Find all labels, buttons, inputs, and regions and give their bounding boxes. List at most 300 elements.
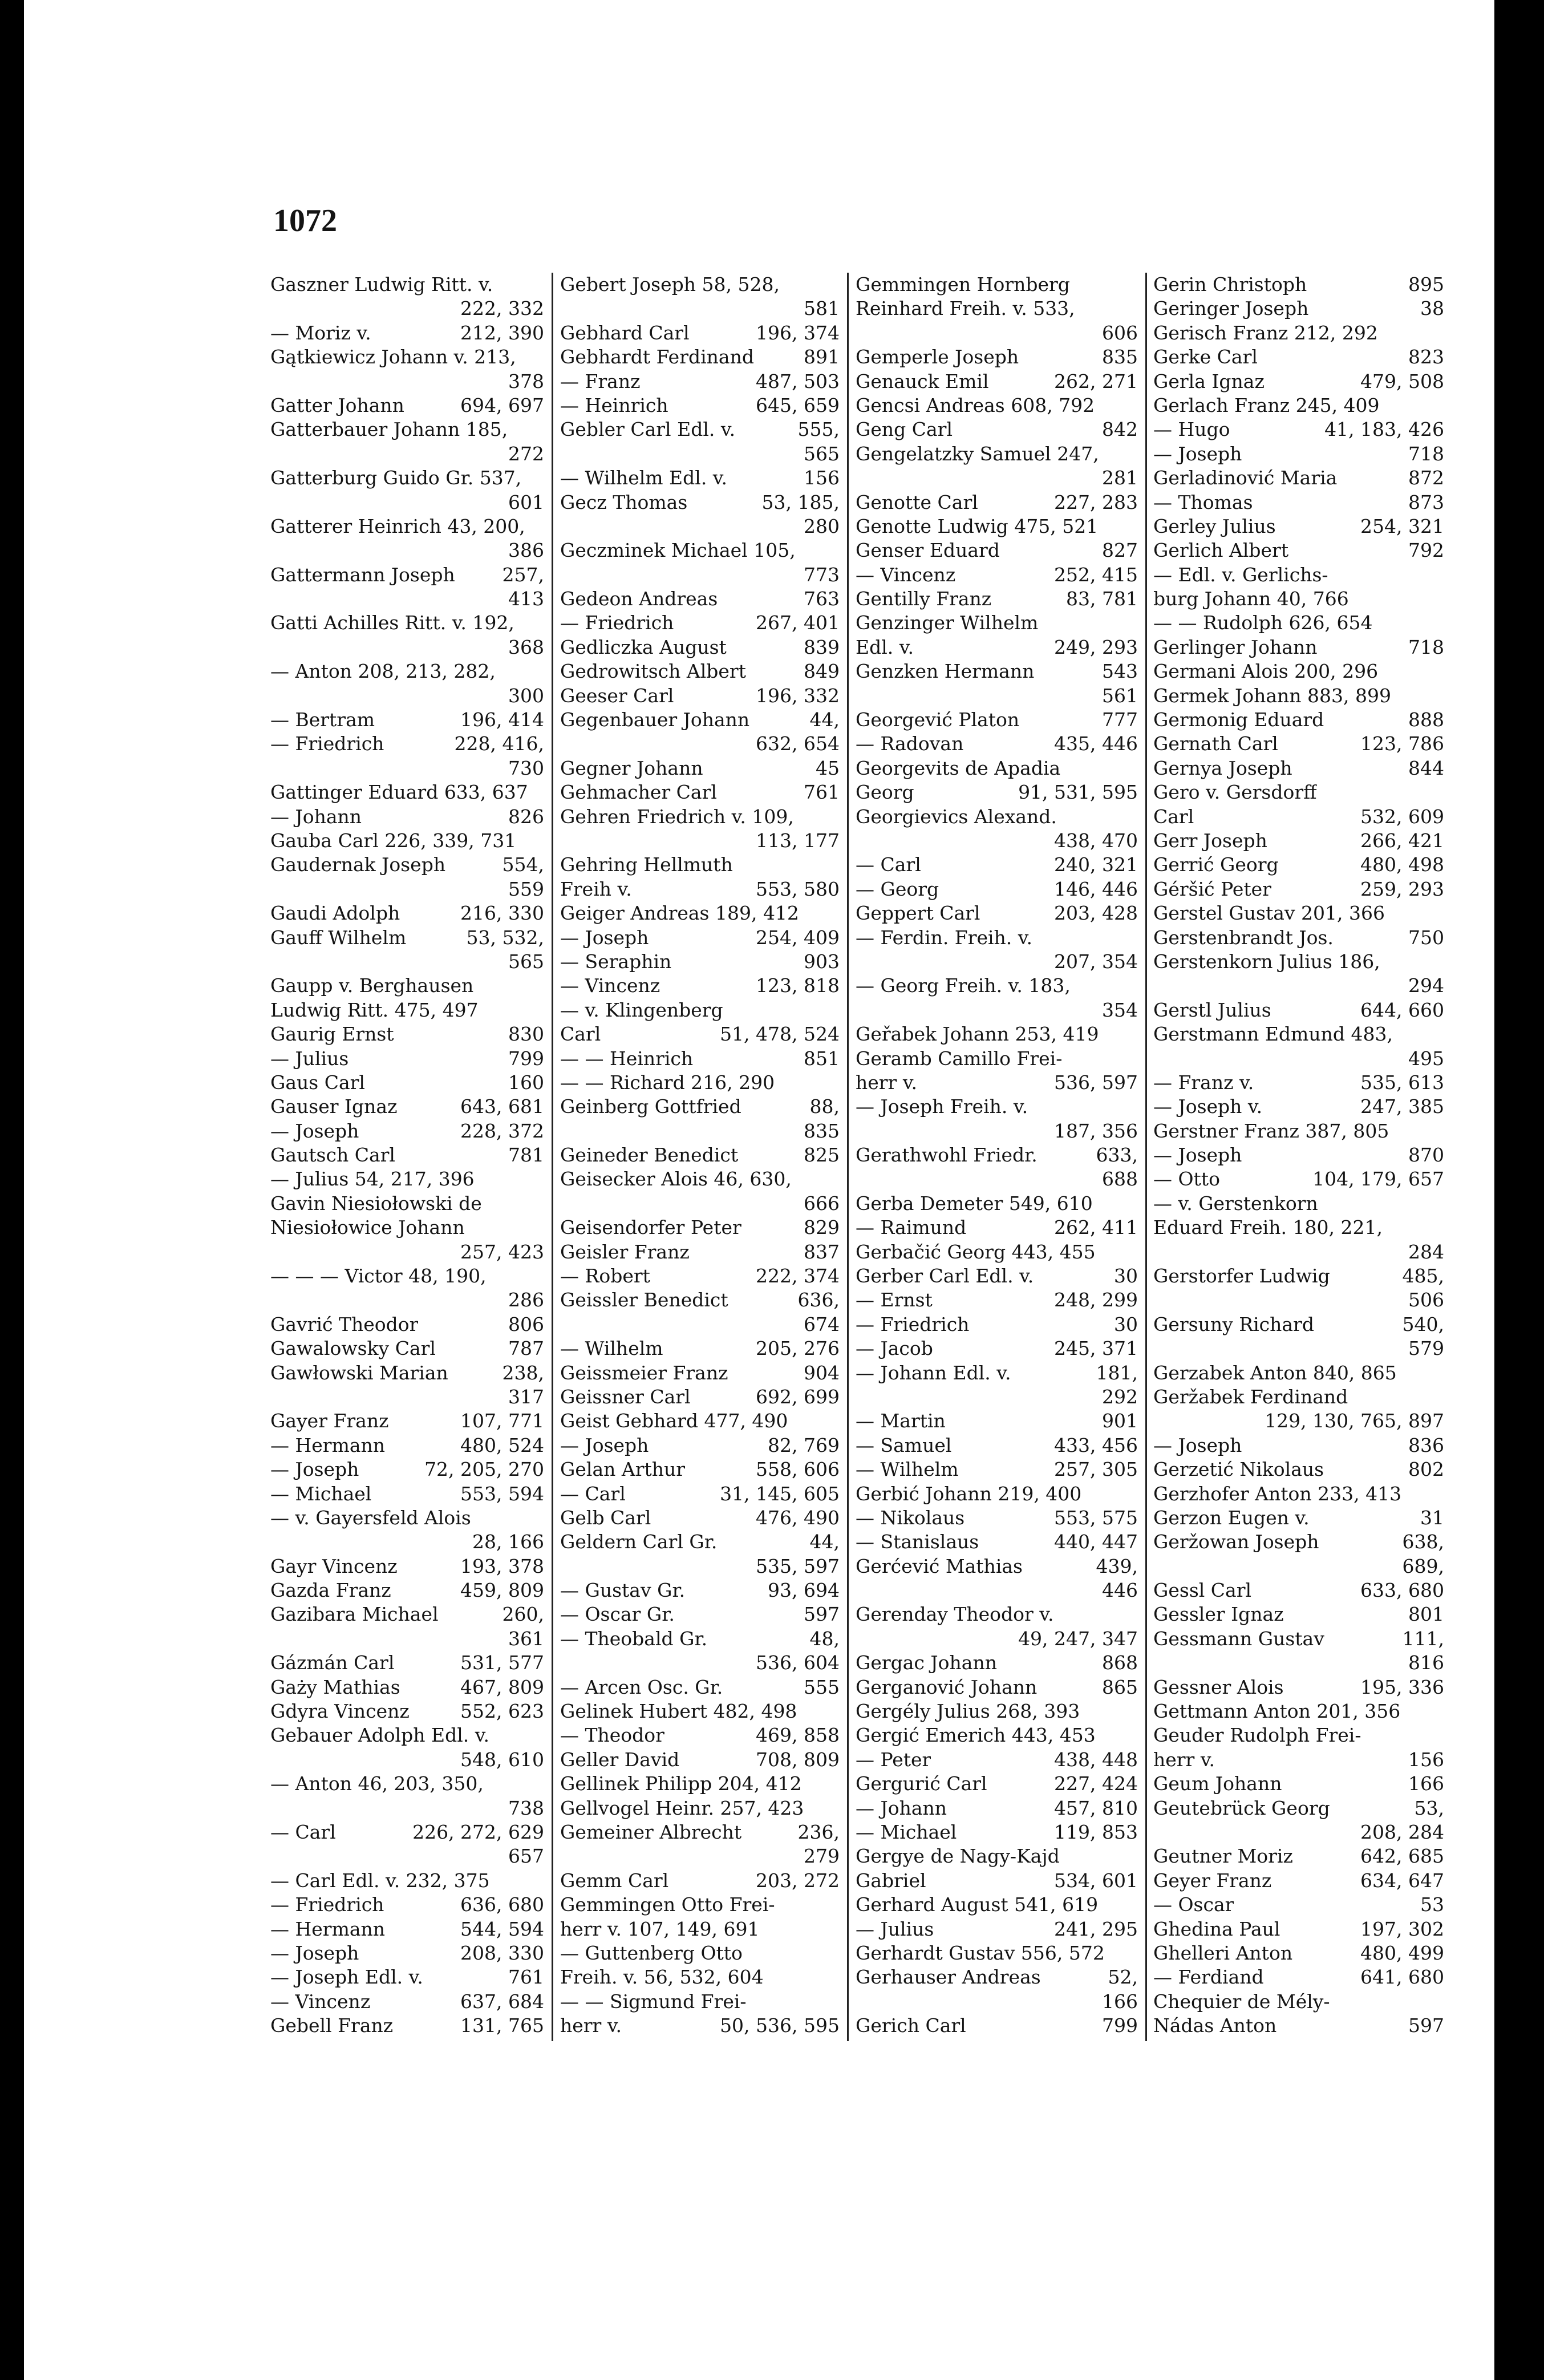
entry-name: — Peter [856, 1748, 931, 1771]
entry-pages: 254, 321 [1360, 515, 1444, 537]
entry-name: Geeser Carl [560, 684, 674, 707]
entry-name: Geutebrück Georg [1153, 1796, 1330, 1819]
entry-pages: 386 [508, 539, 544, 562]
entry-name: Carl [560, 1023, 601, 1046]
entry-pages: 870 [1408, 1144, 1444, 1167]
entry-name: Gemmingen Otto Frei- [560, 1893, 775, 1916]
index-line [560, 491, 840, 515]
entry-name: — Oscar [1153, 1893, 1234, 1916]
index-line [560, 1313, 840, 1337]
entry-pages: 868 [1102, 1652, 1138, 1674]
entry-name: Geisendorfer Peter [560, 1216, 741, 1239]
entry-name: — Theodor [560, 1724, 664, 1747]
entry-name: Geuder Rudolph Frei- [1153, 1724, 1361, 1747]
entry-name: Gerbačić Georg 443, 455 [856, 1240, 1096, 1263]
entry-pages: 207, 354 [1054, 950, 1138, 973]
entry-pages: 531, 577 [460, 1652, 544, 1674]
index-line [560, 1578, 840, 1602]
entry-pages: 865 [1102, 1675, 1138, 1698]
entry-pages: 240, 321 [1054, 853, 1138, 876]
entry-name: Gessner Alois [1153, 1675, 1284, 1698]
index-line [1153, 345, 1444, 369]
index-line [856, 684, 1138, 708]
entry-pages: 222, 332 [460, 297, 544, 320]
entry-name: Edl. v. [856, 636, 914, 658]
index-line [270, 418, 544, 442]
entry-pages: 257, 305 [1054, 1458, 1138, 1481]
entry-name: Gessmann Gustav [1153, 1627, 1324, 1650]
entry-name: Gencsi Andreas 608, 792 [856, 394, 1095, 416]
entry-pages: 872 [1408, 467, 1444, 489]
entry-name: Freih v. [560, 877, 632, 900]
entry-pages: 718 [1408, 442, 1444, 465]
entry-pages: 435, 446 [1054, 732, 1138, 755]
index-line [856, 1627, 1138, 1651]
index-line [560, 926, 840, 950]
entry-pages: 146, 446 [1054, 877, 1138, 900]
entry-name: Georgevits de Apadia [856, 756, 1061, 779]
index-line [1153, 1627, 1444, 1651]
entry-pages: 761 [804, 781, 840, 804]
index-line [1153, 1820, 1444, 1844]
index-line [856, 418, 1138, 442]
index-line [1153, 1796, 1444, 1820]
entry-pages: 272 [508, 442, 544, 465]
entry-name: Gerba Demeter 549, 610 [856, 1192, 1093, 1215]
index-line [856, 297, 1138, 321]
index-line [856, 1313, 1138, 1337]
entry-pages: 267, 401 [756, 612, 840, 634]
entry-name: Gergye de Nagy-Kajd [856, 1845, 1060, 1868]
index-line [560, 756, 840, 780]
entry-name: Gautsch Carl [270, 1144, 395, 1167]
index-line [1153, 926, 1444, 950]
index-line [856, 1869, 1138, 1893]
entry-pages: 830 [508, 1023, 544, 1046]
index-line [1153, 1990, 1444, 2014]
entry-pages: 694, 697 [460, 394, 544, 416]
entry-name: Gegner Johann [560, 756, 703, 779]
entry-name: Gersuny Richard [1153, 1313, 1314, 1335]
index-line [270, 345, 544, 369]
entry-name: Gettmann Anton 201, 356 [1153, 1700, 1401, 1723]
entry-pages: 506 [1408, 1289, 1444, 1312]
entry-name: Gentilly Franz [856, 588, 992, 610]
entry-pages: 30 [1114, 1265, 1138, 1288]
index-line [1153, 466, 1444, 490]
index-line [856, 539, 1138, 562]
index-line [1153, 1506, 1444, 1530]
entry-pages: 50, 536, 595 [720, 2014, 840, 2037]
index-line [270, 684, 544, 708]
entry-name: Gerber Carl Edl. v. [856, 1265, 1034, 1288]
entry-pages: 632, 654 [756, 732, 840, 755]
index-line [270, 563, 544, 587]
entry-pages: 792 [1408, 539, 1444, 562]
entry-pages: 552, 623 [460, 1700, 544, 1723]
entry-pages: 31 [1420, 1506, 1444, 1529]
entry-name: — Franz [560, 370, 641, 392]
entry-name: herr v. [856, 1071, 918, 1094]
entry-pages: 205, 276 [756, 1337, 840, 1360]
entry-pages: 636, [797, 1289, 840, 1312]
entry-pages: 536, 597 [1054, 1071, 1138, 1094]
entry-name: — Anton 208, 213, 282, [270, 660, 496, 683]
index-line [856, 901, 1138, 925]
index-line [560, 442, 840, 466]
index-line [270, 1965, 544, 1989]
entry-pages: 763 [804, 588, 840, 610]
index-line [270, 1264, 544, 1288]
entry-name: — Michael [856, 1821, 957, 1843]
entry-pages: 773 [804, 563, 840, 586]
entry-name: — Jacob [856, 1337, 933, 1360]
index-line [270, 1361, 544, 1385]
entry-pages: 166 [1102, 1990, 1138, 2013]
entry-name: Gedeon Andreas [560, 588, 718, 610]
entry-pages: 816 [1408, 1652, 1444, 1674]
entry-pages: 281 [1102, 467, 1138, 489]
entry-pages: 260, [502, 1603, 544, 1626]
index-line [270, 1022, 544, 1046]
entry-pages: 45 [816, 756, 840, 779]
entry-pages: 689, [1402, 1555, 1444, 1577]
index-line [270, 974, 544, 998]
entry-name: Gerhard August 541, 619 [856, 1893, 1099, 1916]
entry-pages: 674 [804, 1313, 840, 1335]
index-line [560, 950, 840, 974]
scan-border-right [1494, 0, 1544, 2380]
entry-pages: 829 [804, 1216, 840, 1239]
index-line [856, 829, 1138, 853]
index-line [1153, 636, 1444, 659]
index-line [560, 805, 840, 829]
entry-name: — Johann [270, 805, 362, 828]
index-line [560, 1240, 840, 1264]
entry-name: — Anton 46, 203, 350, [270, 1772, 484, 1795]
index-line [270, 1240, 544, 1264]
index-line [1153, 515, 1444, 539]
index-line [560, 1844, 840, 1868]
entry-pages: 827 [1102, 539, 1138, 562]
index-line [1153, 998, 1444, 1022]
index-line [1153, 1675, 1444, 1699]
index-line [560, 780, 840, 804]
entry-name: Gelinek Hubert 482, 498 [560, 1700, 797, 1723]
entry-pages: 495 [1408, 1047, 1444, 1070]
entry-name: — Heinrich [560, 394, 668, 416]
entry-name: Gerhardt Gustav 556, 572 [856, 1941, 1105, 1964]
index-line [560, 974, 840, 998]
index-line [856, 1288, 1138, 1312]
entry-name: Gessler Ignaz [1153, 1603, 1284, 1626]
index-line [1153, 829, 1444, 853]
entry-name: Gątkiewicz Johann v. 213, [270, 346, 516, 369]
index-line [560, 1264, 840, 1288]
entry-pages: 558, 606 [756, 1458, 840, 1481]
index-line [560, 539, 840, 562]
index-line [270, 1651, 544, 1675]
entry-pages: 160 [508, 1071, 544, 1094]
index-line [560, 2014, 840, 2038]
entry-name: — Joseph [560, 1434, 649, 1456]
entry-name: Gerganović Johann [856, 1675, 1038, 1698]
index-line [856, 1119, 1138, 1143]
entry-name: Gemeiner Albrecht [560, 1821, 742, 1843]
index-line [270, 1119, 544, 1143]
entry-pages: 781 [508, 1144, 544, 1167]
entry-pages: 181, [1096, 1361, 1138, 1384]
entry-pages: 873 [1408, 491, 1444, 513]
index-line [270, 1192, 544, 1216]
index-line [856, 1748, 1138, 1772]
entry-name: Gerzhofer Anton 233, 413 [1153, 1482, 1402, 1505]
index-line [560, 1506, 840, 1530]
entry-pages: 208, 330 [460, 1941, 544, 1964]
index-line [270, 1071, 544, 1095]
index-line [560, 1941, 840, 1965]
index-line [560, 1409, 840, 1433]
entry-name: — Vincenz [856, 563, 956, 586]
index-line [1153, 491, 1444, 515]
index-line [270, 1409, 544, 1433]
index-line [1153, 1965, 1444, 1989]
entry-name: Gazibara Michael [270, 1603, 439, 1626]
index-line [1153, 563, 1444, 587]
index-line [560, 1434, 840, 1458]
entry-name: — Joseph [270, 1119, 359, 1142]
entry-name: Gayr Vincenz [270, 1555, 398, 1577]
entry-name: Geringer Joseph [1153, 297, 1309, 320]
index-line [560, 732, 840, 756]
index-line [270, 829, 544, 853]
entry-name: Georgievics Alexand. [856, 805, 1057, 828]
index-line [560, 1772, 840, 1796]
entry-name: — Gustav Gr. [560, 1579, 686, 1602]
entry-name: Gemperle Joseph [856, 346, 1019, 369]
index-line [270, 1506, 544, 1530]
entry-name: — — Heinrich [560, 1047, 694, 1070]
index-column-1 [270, 273, 544, 2038]
entry-name: — Friedrich [270, 732, 384, 755]
entry-pages: 53, [1414, 1796, 1444, 1819]
entry-pages: 196, 414 [460, 709, 544, 731]
index-line [560, 563, 840, 587]
entry-name: Germonig Eduard [1153, 709, 1324, 731]
entry-name: Geisler Franz [560, 1240, 690, 1263]
entry-name: — Julius [270, 1047, 349, 1070]
entry-name: Gerin Christoph [1153, 273, 1307, 296]
entry-pages: 633, 680 [1360, 1579, 1444, 1602]
index-line [1153, 1361, 1444, 1385]
entry-pages: 252, 415 [1054, 563, 1138, 586]
entry-name: — Johann Edl. v. [856, 1361, 1011, 1384]
index-line [1153, 1119, 1444, 1143]
index-line [270, 1602, 544, 1626]
entry-name: Gaus Carl [270, 1071, 365, 1094]
entry-pages: 51, 478, 524 [720, 1023, 840, 1046]
index-line [270, 297, 544, 321]
entry-pages: 738 [508, 1796, 544, 1819]
entry-pages: 801 [1408, 1603, 1444, 1626]
index-line [856, 974, 1138, 998]
entry-name: Gelan Arthur [560, 1458, 686, 1481]
entry-pages: 44, [809, 709, 840, 731]
index-line [560, 1192, 840, 1216]
index-line [1153, 442, 1444, 466]
index-line [856, 636, 1138, 659]
index-line [856, 491, 1138, 515]
entry-pages: 280 [804, 515, 840, 537]
index-line [1153, 1941, 1444, 1965]
entry-name: Geist Gebhard 477, 490 [560, 1410, 788, 1432]
entry-pages: 548, 610 [460, 1748, 544, 1771]
index-line [560, 1990, 840, 2014]
index-line [1153, 273, 1444, 297]
index-line [856, 1192, 1138, 1216]
index-line [270, 901, 544, 925]
index-line [560, 1167, 840, 1191]
index-line [270, 732, 544, 756]
index-line [1153, 1143, 1444, 1167]
index-line [856, 442, 1138, 466]
index-line [560, 1482, 840, 1506]
index-line [856, 756, 1138, 780]
index-line [560, 901, 840, 925]
index-line [856, 1820, 1138, 1844]
entry-pages: 197, 302 [1360, 1917, 1444, 1940]
index-line [270, 756, 544, 780]
entry-name: Gatterbauer Johann 185, [270, 418, 508, 441]
entry-pages: 479, 508 [1360, 370, 1444, 392]
entry-pages: 544, 594 [460, 1917, 544, 1940]
entry-name: — Wilhelm [856, 1458, 959, 1481]
entry-name: Gdyra Vincenz [270, 1700, 410, 1723]
index-line [270, 1796, 544, 1820]
entry-pages: 72, 205, 270 [424, 1458, 544, 1481]
entry-pages: 836 [1408, 1434, 1444, 1456]
index-line [560, 1820, 840, 1844]
entry-name: — Hermann [270, 1434, 386, 1456]
index-line [856, 1796, 1138, 1820]
index-line [856, 1458, 1138, 1482]
entry-pages: 438, 470 [1054, 829, 1138, 852]
index-line [1153, 1095, 1444, 1119]
entry-pages: 196, 374 [756, 321, 840, 344]
entry-name: Genotte Carl [856, 491, 978, 513]
entry-name: Gerćević Mathias [856, 1555, 1023, 1577]
index-line [1153, 1313, 1444, 1337]
entry-name: — Vincenz [270, 1990, 371, 2013]
entry-name: — Friedrich [270, 1893, 384, 1916]
entry-name: Gerstmann Edmund 483, [1153, 1023, 1393, 1046]
entry-pages: 440, 447 [1054, 1531, 1138, 1553]
entry-pages: 555 [804, 1675, 840, 1698]
index-line [270, 950, 544, 974]
entry-pages: 835 [804, 1119, 840, 1142]
entry-pages: 438, 448 [1054, 1748, 1138, 1771]
index-line [856, 1337, 1138, 1361]
index-line [856, 466, 1138, 490]
index-line [560, 418, 840, 442]
index-line [856, 1167, 1138, 1191]
entry-name: Geissmeier Franz [560, 1361, 728, 1384]
entry-pages: 485, [1402, 1265, 1444, 1288]
index-line [856, 370, 1138, 394]
entry-pages: 113, 177 [756, 829, 840, 852]
index-line [270, 1869, 544, 1893]
entry-name: — Theobald Gr. [560, 1627, 708, 1650]
index-line [270, 1288, 544, 1312]
index-line [856, 1530, 1138, 1554]
entry-name: herr v. [560, 2014, 622, 2037]
entry-name: Gemmingen Hornberg [856, 273, 1070, 296]
entry-name: Ghedina Paul [1153, 1917, 1280, 1940]
index-line [856, 1772, 1138, 1796]
index-line [270, 370, 544, 394]
index-line [856, 1409, 1138, 1433]
entry-name: Geutner Moriz [1153, 1845, 1293, 1868]
index-line [1153, 1192, 1444, 1216]
entry-pages: 236, [797, 1821, 840, 1843]
index-line [1153, 394, 1444, 418]
entry-pages: 553, 575 [1054, 1506, 1138, 1529]
index-line [270, 1748, 544, 1772]
index-line [560, 297, 840, 321]
entry-pages: 826 [508, 805, 544, 828]
index-line [560, 684, 840, 708]
entry-name: Gerzon Eugen v. [1153, 1506, 1310, 1529]
entry-name: Geinberg Gottfried [560, 1095, 741, 1118]
index-line [856, 1675, 1138, 1699]
index-line [1153, 321, 1444, 345]
index-line [1153, 950, 1444, 974]
entry-name: Geissner Carl [560, 1385, 691, 1408]
index-line [1153, 370, 1444, 394]
index-line [560, 611, 840, 635]
index-line [270, 1941, 544, 1965]
index-line [856, 1482, 1138, 1506]
index-line [560, 1965, 840, 1989]
index-line [270, 1313, 544, 1337]
entry-name: Genotte Ludwig 475, 521 [856, 515, 1099, 537]
entry-pages: 30 [1114, 1313, 1138, 1335]
entry-name: — Arcen Osc. Gr. [560, 1675, 723, 1698]
entry-name: — Carl [856, 853, 921, 876]
index-line [856, 805, 1138, 829]
entry-name: Gehmacher Carl [560, 781, 717, 804]
index-line [856, 853, 1138, 877]
column-rule [1145, 273, 1147, 2041]
entry-name: Gebhardt Ferdinand [560, 346, 754, 369]
index-line [856, 345, 1138, 369]
entry-name: Gaży Mathias [270, 1675, 400, 1698]
entry-name: Gerstenbrandt Jos. [1153, 926, 1334, 949]
index-line [1153, 1385, 1444, 1409]
entry-name: — — Rudolph 626, 654 [1153, 612, 1373, 634]
entry-name: Gattermann Joseph [270, 563, 455, 586]
index-line [1153, 539, 1444, 562]
entry-pages: 535, 613 [1360, 1071, 1444, 1094]
index-line [270, 1337, 544, 1361]
entry-pages: 638, [1402, 1531, 1444, 1553]
index-line [1153, 756, 1444, 780]
entry-name: Gerrić Georg [1153, 853, 1279, 876]
entry-name: Gedrowitsch Albert [560, 660, 746, 683]
entry-name: Georg [856, 781, 914, 804]
entry-pages: 476, 490 [756, 1506, 840, 1529]
entry-pages: 227, 283 [1054, 491, 1138, 513]
